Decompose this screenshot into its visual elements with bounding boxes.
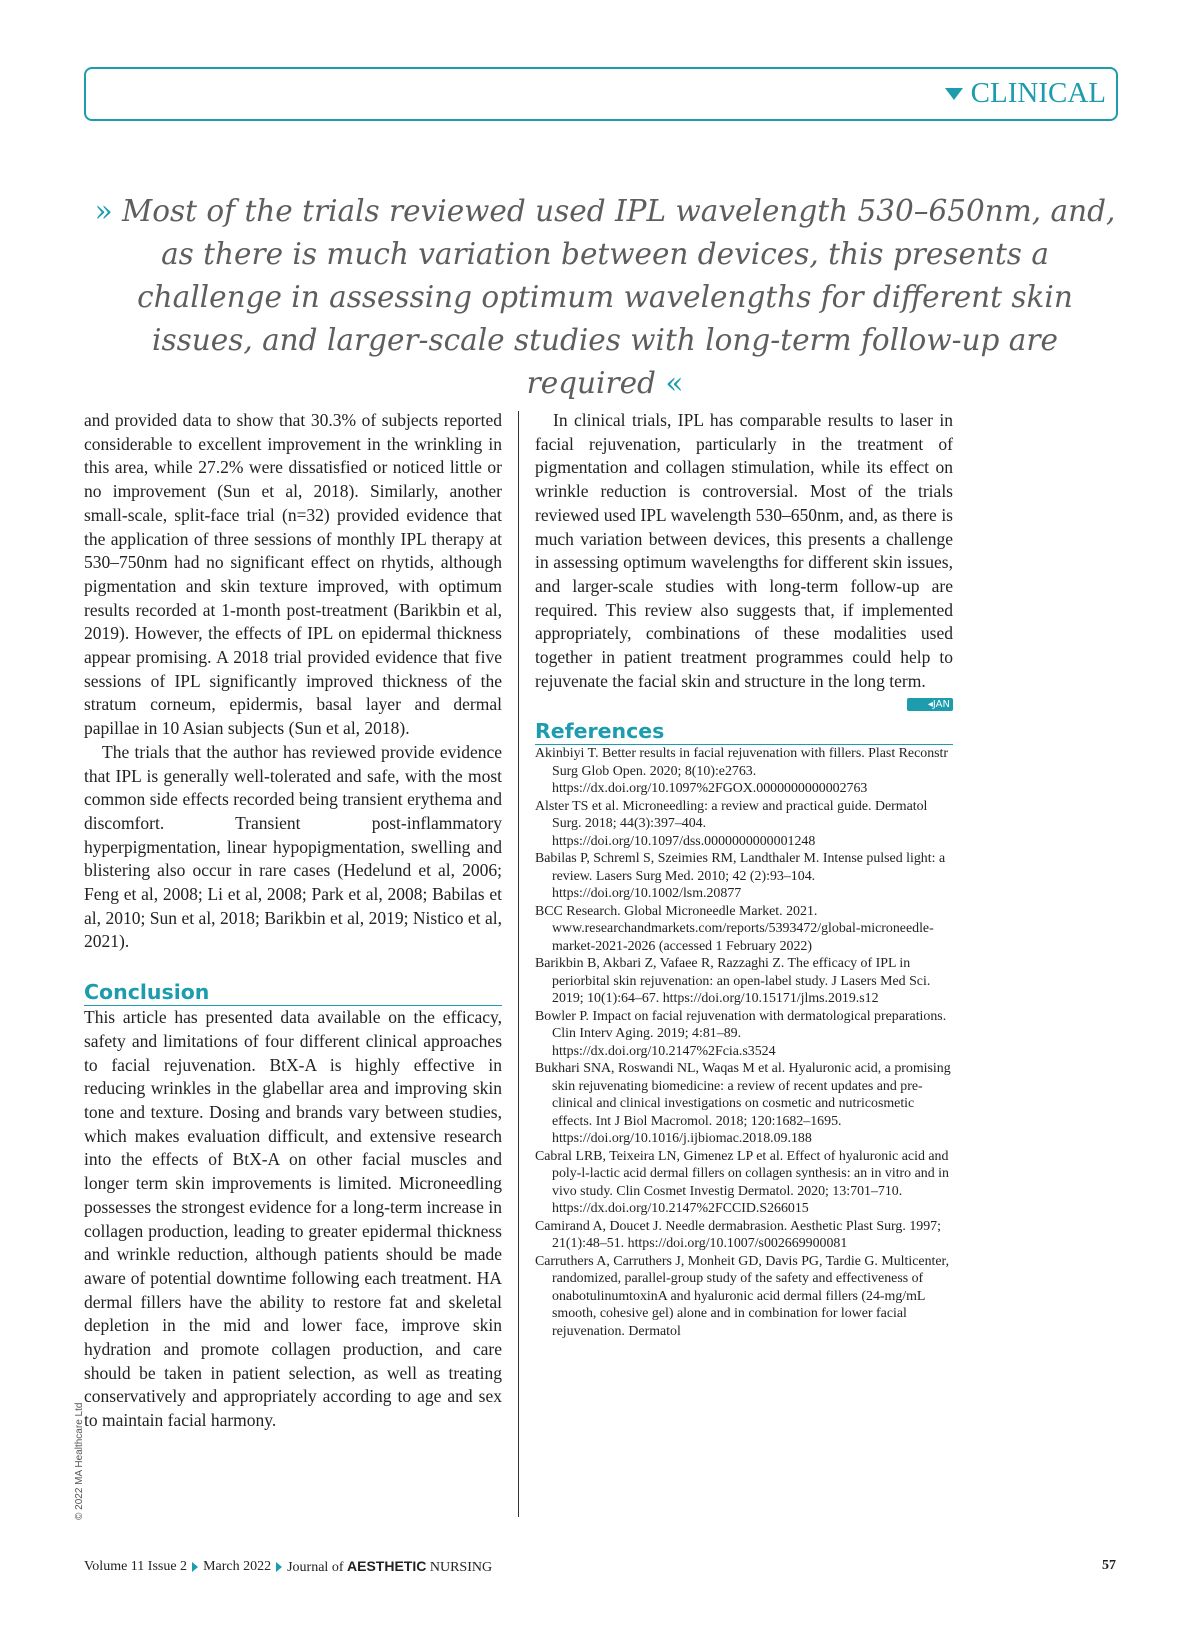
page-number: 57	[1102, 1558, 1116, 1573]
reference-item: Akinbiyi T. Better results in facial rejuvenation with fillers. Plast Reconstr Surg Glob Open. 2020; 8(10):e2763. https://dx.doi.org/10.1097%2FGOX.0000000000002763	[535, 746, 949, 797]
pull-quote-text: Most of the trials reviewed used IPL wavelength 530–650nm, and, as there is much variation between devices, this presents a challenge in assessing optimum wavelengths for different skin issues, and larger-scale studies with long-term follow-up are required	[122, 194, 1116, 400]
reference-item: Bukhari SNA, Roswandi NL, Waqas M et al. Hyaluronic acid, a promising skin rejuvenating biomedicine: a review of recent updates and pre-clinical and clinical investigations on cosmetic and nutricosmetic effects. Int J Biol Macromol. 2018; 120:1682–1695. https://doi.org/10.1016/j.ijbiomac.2018.09.188	[535, 1061, 951, 1147]
reference-item: Bowler P. Impact on facial rejuvenation with dermatological preparations. Clin Interv Aging. 2019; 4:81–89. https://dx.doi.org/10.2147%2Fcia.s3524	[535, 1008, 947, 1059]
reference-item: Alster TS et al. Microneedling: a review and practical guide. Dermatol Surg. 2018; 44(3):397–404. https://doi.org/10.1097/dss.0000000000001248	[535, 798, 928, 849]
conclusion-paragraph: This article has presented data available on the efficacy, safety and limitations of four different clinical approaches to facial rejuvenation. BtX-A is highly effective in reducing wrinkles in the glabellar area and improving skin tone and texture. Dosing and brands vary between studies, which makes evaluation difficult, and extensive research into the effects of BtX-A on other facial muscles and longer term skin improvements is limited. Microneedling possesses the strongest evidence for a long-term increase in collagen production, leading to greater epidermal thickness and wrinkle reduction, although patients should be made aware of potential downtime following each treatment. HA dermal fillers have the ability to restore fat and skeletal depletion in the mid and lower face, improve skin hydration and promote collagen production, and care should be taken in patient selection, as well as treating conservatively and appropriately according to age and sex to maintain facial harmony.	[84, 1007, 502, 1431]
footer-journal	[287, 1558, 492, 1576]
section-label: CLINICAL	[970, 77, 1106, 109]
section-tag	[945, 77, 1106, 110]
journal-end-mark-icon: ◂JAN	[907, 698, 953, 711]
references-heading: References	[535, 718, 953, 745]
copyright-notice: © 2022 MA Healthcare Ltd	[74, 1402, 85, 1520]
reference-item: Camirand A, Doucet J. Needle dermabrasion. Aesthetic Plast Surg. 1997; 21(1):48–51. https://doi.org/10.1007/s002669900081	[535, 1218, 941, 1252]
footer-date: March 2022	[203, 1559, 272, 1574]
section-header	[84, 67, 1118, 121]
reference-list	[535, 745, 953, 1340]
reference-item: Cabral LRB, Teixeira LN, Gimenez LP et al. Effect of hyaluronic acid and poly-l-lactic acid dermal fillers on collagen synthesis: an in vitro and in vivo study. Clin Cosmet Investig Dermatol. 2020; 13:701–710. https://dx.doi.org/10.2147%2FCCID.S266015	[535, 1148, 949, 1217]
triangle-right-icon	[192, 1562, 198, 1572]
journal-suffix: NURSING	[429, 1560, 493, 1575]
footer-volume: Volume 11 Issue 2	[84, 1559, 188, 1574]
triangle-right-icon	[276, 1562, 282, 1572]
body-paragraph	[535, 409, 953, 711]
reference-item: Carruthers A, Carruthers J, Monheit GD, Davis PG, Tardie G. Multicenter, randomized, parallel-group study of the safety and effectiveness of onabotulinumtoxinA and hyaluronic acid dermal fillers (24-mg/mL smooth, cohesive gel) alone and in combination for lower facial rejuvenation. Dermatol	[535, 1253, 950, 1339]
page-footer	[84, 1558, 492, 1576]
summary-text: In clinical trials, IPL has comparable results to laser in facial rejuvenation, particularly in the treatment of pigmentation and collagen stimulation, while its effect on wrinkle reduction is controversial. Most of the trials reviewed used IPL wavelength 530–650nm, and, as there is much variation between devices, this presents a challenge in assessing optimum wavelengths for different skin issues, and larger-scale studies with long-term follow-up are required. This review also suggests that, if implemented appropriately, combinations of these modalities used together in patient treatment programmes could help to rejuvenate the facial skin and structure in the long term.	[535, 410, 953, 691]
body-paragraph: The trials that the author has reviewed provide evidence that IPL is generally well-tolerated and safe, with the most common side effects recorded being transient erythema and discomfort. Transient post-inflammatory hyperpigmentation, linear hypopigmentation, swelling and blistering also occur in rare cases (Hedelund et al, 2006; Feng et al, 2008; Li et al, 2008; Park et al, 2008; Babilas et al, 2010; Sun et al, 2018; Barikbin et al, 2019; Nistico et al, 2021).	[84, 741, 502, 952]
journal-prefix: Journal of	[287, 1560, 344, 1575]
reference-item: Barikbin B, Akbari Z, Vafaee R, Razzaghi Z. The efficacy of IPL in periorbital skin rejuvenation: an open-label study. J Lasers Med Sci. 2019; 10(1):64–67. https://doi.org/10.15171/jlms.2019.s12	[535, 956, 931, 1007]
journal-brand: AESTHETIC	[347, 1558, 427, 1574]
quote-close-mark: «	[665, 366, 684, 400]
body-paragraph: and provided data to show that 30.3% of subjects reported considerable to excellent improvement in the wrinkling in this area, while 27.2% were dissatisfied or noticed little or no improvement (Sun et al, 2018). Similarly, another small-scale, split-face trial (n=32) provided evidence that the application of three sessions of monthly IPL therapy at 530–750nm had no significant effect on rhytids, although pigmentation and skin texture improved, with optimum results recorded at 1-month post-treatment (Barikbin et al, 2019). However, the effects of IPL on epidermal thickness appear promising. A 2018 trial provided evidence that five sessions of IPL significantly improved thickness of the stratum corneum, epidermis, basal layer and dermal papillae in 10 Asian subjects (Sun et al, 2018).	[84, 410, 502, 739]
quote-open-mark: »	[94, 194, 113, 228]
left-column	[84, 409, 502, 1433]
conclusion-heading: Conclusion	[84, 979, 502, 1006]
reference-item: Babilas P, Schreml S, Szeimies RM, Landthaler M. Intense pulsed light: a review. Lasers Surg Med. 2010; 42 (2):93–104. https://doi.org/10.1002/lsm.20877	[535, 851, 946, 902]
triangle-down-icon	[945, 88, 963, 100]
column-divider	[518, 411, 519, 1517]
middle-column	[535, 409, 953, 1340]
pull-quote	[90, 190, 1120, 405]
reference-item: BCC Research. Global Microneedle Market. 2021. www.researchandmarkets.com/reports/5393472/global-microneedle-market-2021-2026 (accessed 1 February 2022)	[535, 903, 934, 954]
